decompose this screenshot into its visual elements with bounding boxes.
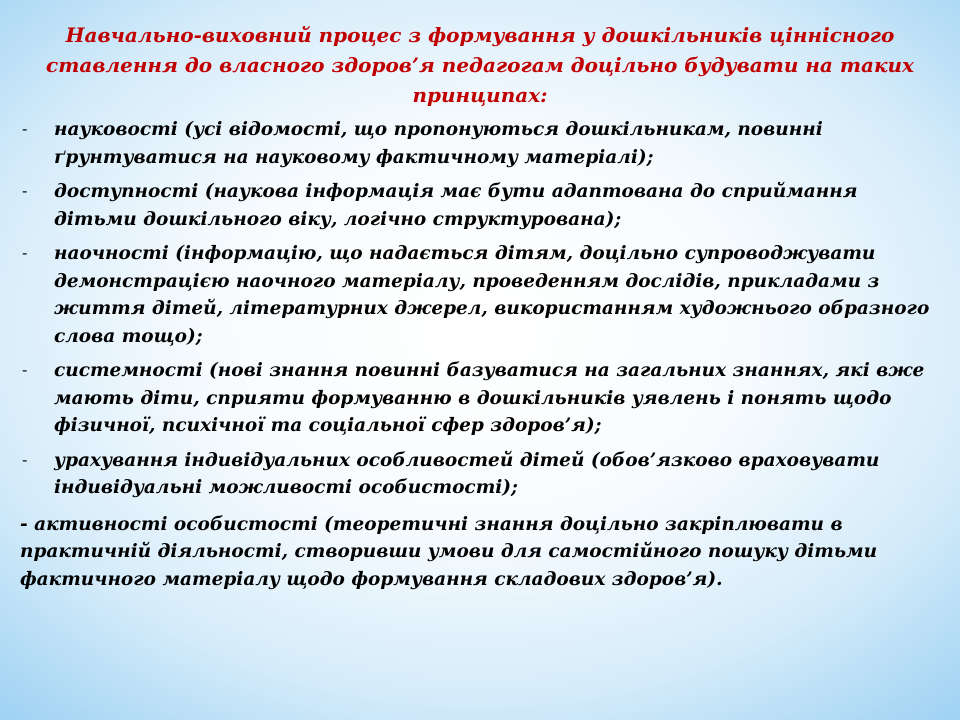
list-item-text: доступності (наукова інформація має бути адаптована до сприймання дітьми дошкільного віку, логічно структурована); xyxy=(54,181,858,230)
list-item-text: наочності (інформацію, що надається дітям, доцільно супроводжувати демонстрацією наочного матеріалу, проведенням дослідів, прикладами з життя дітей, літературних джерел, використанням художнього образного слова тощо); xyxy=(54,243,930,347)
bullet-dash: - xyxy=(22,182,28,200)
bullet-dash: - xyxy=(22,244,28,262)
list-item-text: - активності особистості (теоретичні знання доцільно закріплювати в практичній діяльності, створивши умови для самостійного пошуку дітьми фактичного матеріалу щодо формування складових здоров’я). xyxy=(20,513,878,590)
list-item-individual xyxy=(20,447,945,502)
list-item-text: науковості (усі відомості, що пропонуються дошкільникам, повинні ґрунтуватися на науковому фактичному матеріалі); xyxy=(54,119,823,168)
list-item-systematic xyxy=(20,357,945,440)
list-item-text: урахування індивідуальних особливостей дітей (обов’язково враховувати індивідуальні можливості особистості); xyxy=(54,449,880,498)
list-item-activity xyxy=(20,511,945,594)
list-item-accessibility xyxy=(20,178,945,233)
bullet-dash: - xyxy=(22,450,28,469)
list-item-scientific xyxy=(20,116,945,171)
list-item-visualization xyxy=(20,240,945,350)
slide-title: Навчально-виховний процес з формування у дошкільників ціннісного ставлення до власного здоров’я педагогам доцільно будувати на таких принципах: xyxy=(46,23,914,107)
bullet-dash: - xyxy=(22,120,28,138)
list-item-text: системності (нові знання повинні базуватися на загальних знаннях, які вже мають діти, сприяти формуванню в дошкільників уявлень і понять щодо фізичної, психічної та соціальної сфер здоров’я); xyxy=(54,360,925,436)
bullet-dash: - xyxy=(22,361,28,379)
principles-list xyxy=(20,116,945,593)
